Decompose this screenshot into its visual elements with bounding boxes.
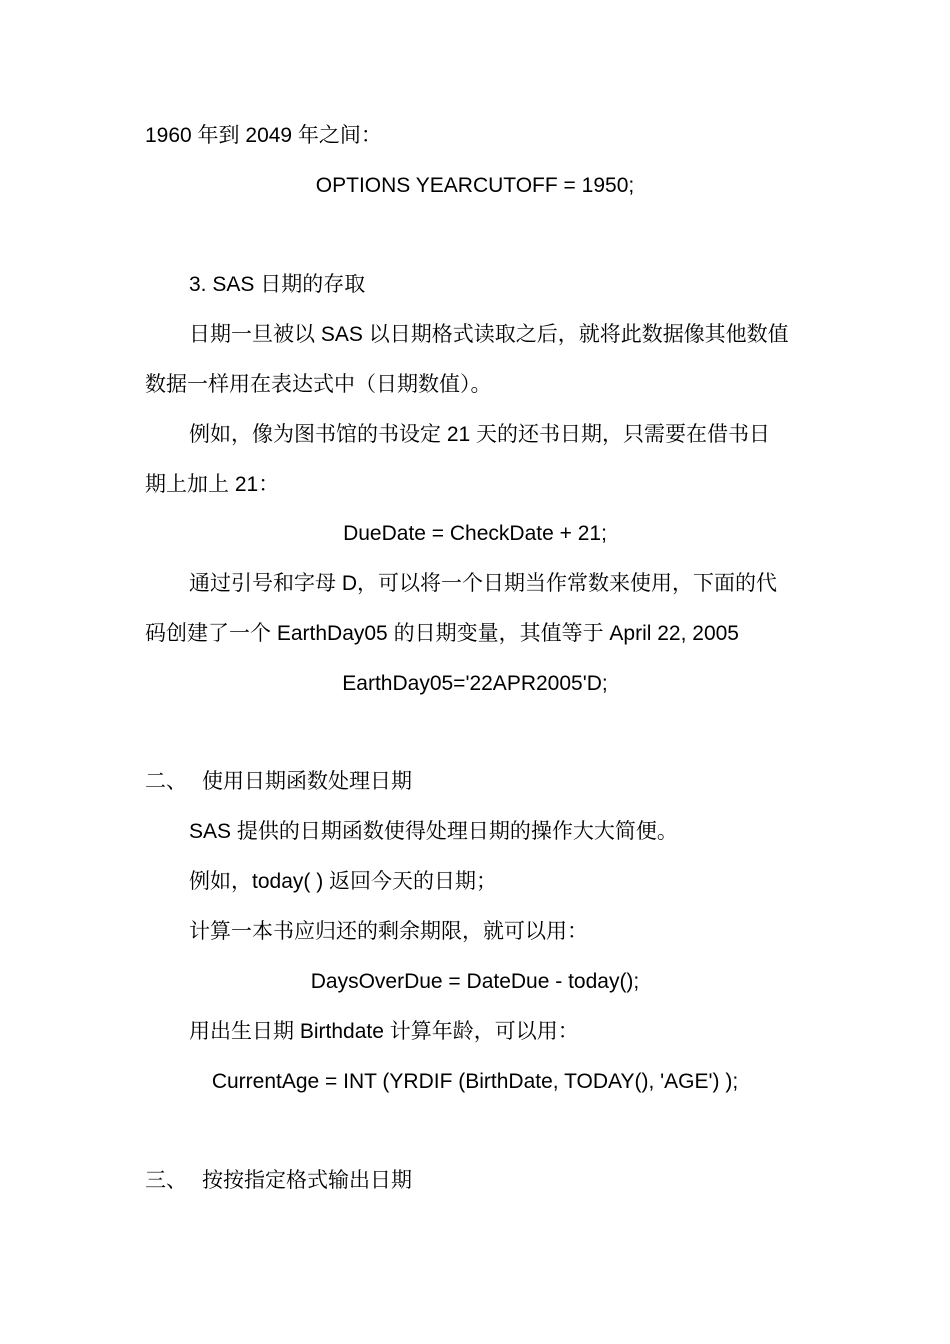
- section-heading-3-title: [145, 1167, 825, 1195]
- paragraph-line: 1960 年到 2049 年之间：: [145, 124, 382, 147]
- paragraph-line: 期上加上 21：: [145, 473, 280, 496]
- heading-number: 三、: [145, 1169, 187, 1192]
- paragraph-line: 码创建了一个 EarthDay05 的日期变量，其值等于 April 22, 2005: [145, 622, 739, 645]
- paragraph-line: SAS 提供的日期函数使得处理日期的操作大大简便。: [189, 820, 678, 843]
- code-line-duedate: DueDate = CheckDate + 21;: [343, 522, 607, 545]
- paragraph-line: 日期一旦被以 SAS 以日期格式读取之后，就将此数据像其他数值: [189, 323, 789, 346]
- heading-number: 二、: [145, 770, 187, 793]
- heading-text: 按按指定格式输出日期: [202, 1169, 412, 1192]
- section-heading-2: [145, 768, 825, 796]
- heading-text: 使用日期函数处理日期: [202, 770, 412, 793]
- code-line-currentage: CurrentAge = INT (YRDIF (BirthDate, TODAY(), 'AGE') );: [211, 1070, 739, 1093]
- paragraph-line: 计算一本书应归还的剩余期限，就可以用：: [189, 920, 588, 943]
- code-line-daysoverdue: DaysOverDue = DateDue - today();: [310, 970, 640, 993]
- paragraph-line: 例如，today( ) 返回今天的日期；: [189, 870, 498, 893]
- paragraph-line: 通过引号和字母 D，可以将一个日期当作常数来使用，下面的代: [189, 572, 777, 595]
- code-line-earthday: EarthDay05='22APR2005'D;: [342, 672, 608, 695]
- code-line-options: OPTIONS YEARCUTOFF = 1950;: [315, 174, 635, 197]
- paragraph-line: 用出生日期 Birthdate 计算年龄，可以用：: [189, 1020, 579, 1043]
- paragraph-line: 数据一样用在表达式中（日期数值）。: [145, 373, 492, 396]
- paragraph-line: 例如，像为图书馆的书设定 21 天的还书日期，只需要在借书日: [189, 423, 771, 446]
- section-heading-3: 3. SAS 日期的存取: [189, 273, 366, 296]
